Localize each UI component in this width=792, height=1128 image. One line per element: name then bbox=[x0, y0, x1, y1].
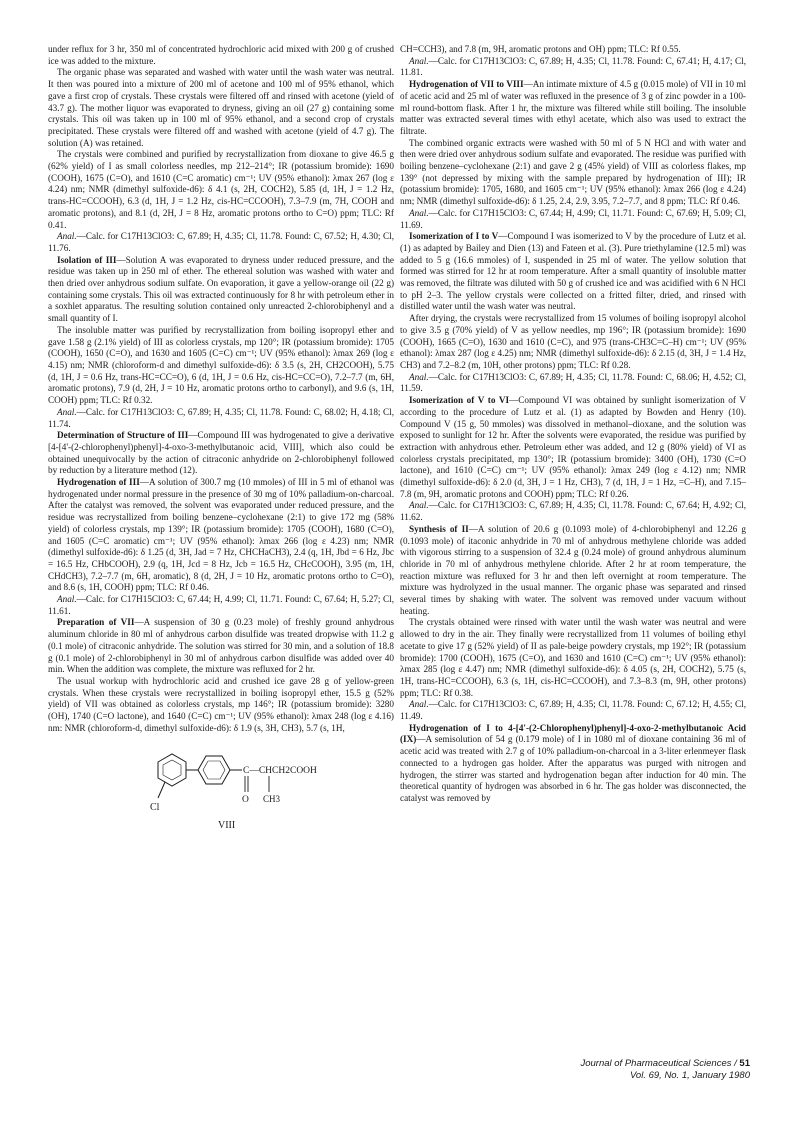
paragraph-heading: Anal. bbox=[409, 55, 429, 66]
paragraph bbox=[48, 325, 394, 407]
page-footer bbox=[560, 1058, 750, 1082]
paragraph bbox=[400, 138, 746, 208]
paragraph bbox=[400, 723, 746, 805]
paragraph bbox=[400, 617, 746, 699]
paragraph bbox=[400, 395, 746, 500]
paragraph-text: —Solution A was evaporated to dryness under reduced pressure, and the residue was taken up in 250 ml of ether. The ethereal solution was washed with water and then dried over anhydrous sodium sulfate. On evaporation, it gave a yellow-orange oil (22 g) containing some crystals. This oil was extracted continuously for 8 hr with petroleum ether in a soxhlet apparatus. The resulting solution contained only unreacted 2-chlorobiphenyl and a small quantity of I. bbox=[48, 254, 394, 324]
paragraph-heading: Preparation of VII bbox=[57, 617, 135, 628]
paragraph-text: —Calc. for C17H13ClO3: C, 67.89; H, 4.35; Cl, 11.78. Found: C, 67.12; H, 4.55; Cl, 11.49. bbox=[400, 699, 746, 722]
paragraph-text: —A solution of 20.6 g (0.1093 mole) of 4-chlorobiphenyl and 12.26 g (0.1093 mole) of itaconic anhydride in 70 ml of anhydrous methylene chloride was added with vigorous stirring to a suspension of 32.4 g (0.24 mole) of ground anhydrous aluminum chloride in 70 ml of anhydrous methylene chloride. After 2 hr at room temperature, the reaction mixture was refluxed for 3 hr and then left overnight at room temperature. The mixture was hydrolyzed in the usual manner. The organic phase was separated and rinsed several times by shaking with water. The solvent was removed under vacuum without heating. bbox=[400, 523, 746, 616]
paragraph bbox=[400, 372, 746, 395]
paragraph-heading: Hydrogenation of VII to VIII bbox=[409, 79, 524, 90]
paragraph-text: The crystals obtained were rinsed with water until the wash water was neutral and were allowed to dry in the air. They finally were recrystallized from 11 volumes of boiling ethyl acetate to give 17 g (52% yield) of II as pale-beige powdery crystals, mp 192°; IR (potassium bromide): 1700 (COOH), 1675 (C=O), and 1630 and 1610 (C=C) cm⁻¹; UV (95% ethanol): λmax 285 (log ε 4.47) nm; NMR (dimethyl sulfoxide-d6): δ 4.05 (s, 2H, COCH2), 5.75 (s, 1H, trans-HC=CCOOH), 6.3 (s, 1H, cis-HC=CCOOH), and 7.3–8.3 (m, 9H, other protons) ppm; TLC: Rf 0.38. bbox=[400, 617, 746, 698]
footer-journal-line bbox=[560, 1058, 750, 1070]
paragraph-heading: Anal. bbox=[57, 406, 77, 417]
phenyl-ring-2-inner bbox=[203, 761, 225, 779]
paragraph bbox=[400, 231, 746, 313]
paragraph bbox=[48, 594, 394, 617]
paragraph bbox=[48, 430, 394, 477]
paragraph-heading: Hydrogenation of I to 4-[4'-(2-Chlorophenyl)phenyl]-4-oxo-2-methylbutanoic Acid (IX) bbox=[400, 722, 746, 745]
paragraph bbox=[400, 699, 746, 722]
paragraph-heading: Determination of Structure of III bbox=[57, 430, 189, 441]
compound-label: VIII bbox=[218, 820, 236, 832]
paragraph-text: —An intimate mixture of 4.5 g (0.015 mole) of VII in 10 ml of acetic acid and 25 ml of water was refluxed in the presence of 3 g of zinc powder in a 100-ml round-bottom flask. After 1 hr, the mixture was filtered while still boiling. The insoluble matter was extracted several times with ethyl acetate, which also was used to extract the filtrate. bbox=[400, 79, 746, 136]
paragraph bbox=[48, 255, 394, 325]
paragraph-heading: Isolation of III bbox=[57, 254, 117, 265]
left-column bbox=[48, 44, 394, 840]
paragraph-heading: Hydrogenation of III bbox=[57, 477, 140, 488]
right-column bbox=[400, 44, 746, 805]
paragraph bbox=[400, 524, 746, 618]
paragraph bbox=[48, 477, 394, 594]
chlorine-label: Cl bbox=[150, 802, 160, 814]
paragraph-heading: Isomerization of V to VI bbox=[409, 395, 510, 406]
paragraph bbox=[48, 44, 394, 67]
paragraph-text: —A solution of 300.7 mg (10 mmoles) of III in 5 ml of ethanol was hydrogenated under normal pressure in the presence of 30 mg of 10% palladium-on-charcoal. After the catalyst was removed, the solvent was evaporated under reduced pressure, and the residue was recrystallized from boiling benzene–cyclohexane (2:1) to give 172 mg (58% yield) of colorless crystals, mp 139°; IR (potassium bromide): 1705 (COOH), 1680 (C=O), and 1605 (C=C aromatic) cm⁻¹; UV (95% ethanol): λmax 266 (log ε 4.23) nm; NMR (dimethyl sulfoxide-d6): δ 1.25 (d, 3H, Jad = 7 Hz, CHCHaCH3), 2.4 (q, 1H, Jbd = 6 Hz, Jbc = 16.5 Hz, CHbCOOH), 2.9 (q, 1H, Jcd = 8 Hz, Jcb = 16.5 Hz, CHcCOOH), 3.95 (m, 1H, CHdCH3), 7.2–7.7 (m, 6H, aromatic), 8 (d, 2H, J = 10 Hz, aromatic protons ortho to C=O), and 8.6 (s, 1H, COOH) ppm; TLC: Rf 0.46. bbox=[48, 477, 394, 593]
paragraph-heading: Anal. bbox=[409, 500, 429, 511]
left-paragraphs bbox=[48, 44, 394, 734]
paragraph-text: —Calc. for C17H13ClO3: C, 67.89; H, 4.35; Cl, 11.78. Found: C, 68.06; H, 4.52; Cl, 11.59. bbox=[400, 371, 746, 394]
paragraph bbox=[400, 208, 746, 231]
paragraph bbox=[400, 500, 746, 523]
paragraph-heading: Anal. bbox=[409, 699, 429, 710]
paragraph-heading: Anal. bbox=[409, 371, 429, 382]
paragraph-text: —A suspension of 30 g (0.23 mole) of freshly ground anhydrous aluminum chloride in 80 ml of anhydrous carbon disulfide was treated dropwise with 11.2 g (0.1 mole) of citraconic anhydride. The solution was stirred for 30 min, and a solution of 18.8 g (0.1 mole) of 2-chlorobiphenyl in 30 ml of anhydrous carbon disulfide was added over 40 min. When the addition was complete, the mixture was refluxed for 2 hr. bbox=[48, 617, 394, 675]
oxygen-label: O bbox=[242, 795, 249, 806]
paragraph-heading: Isomerization of I to V bbox=[409, 231, 499, 242]
paragraph bbox=[48, 149, 394, 231]
paragraph bbox=[48, 67, 394, 149]
paragraph-text: The combined organic extracts were washed with 50 ml of 5 N HCl and with water and then were dried over anhydrous sodium sulfate and evaporated. The residue was purified with boiling benzene–cyclohexane (2:1) and gave 2 g (45% yield) of VIII as colorless flakes, mp 139° (not depressed by mixing with the sample prepared by hydrogenation of III); IR (potassium bromide): 1705, 1680, and 1605 cm⁻¹; UV (95% ethanol): λmax 266 (log ε 4.24) nm; NMR (dimethyl sulfoxide-d6): δ 1.25, 2.4, 2.9, 3.95, 7.2–7.7, and 8 ppm; TLC: Rf 0.46. bbox=[400, 137, 746, 207]
paragraph-text: After drying, the crystals were recrystallized from 15 volumes of boiling isopropyl alcohol to give 3.5 g (70% yield) of V as yellow needles, mp 196°; IR (potassium bromide): 1690 (COOH), 1665 (C=O), 1630 and 1610 (C=C), and 975 (trans-CH3C=C–H) cm⁻¹; UV (95% ethanol): λmax 287 (log ε 4.25) nm; NMR (dimethyl sulfoxide-d6): δ 2.15 (d, 3H, J = 1.4 Hz, CH3) and 7.2–8.2 (m, 10H, other protons) ppm; TLC: Rf 0.28. bbox=[400, 313, 746, 370]
paragraph-text: CH=CCH3), and 7.8 (m, 9H, aromatic protons and OH) ppm; TLC: Rf 0.55. bbox=[400, 44, 681, 54]
paragraph-heading: Synthesis of II bbox=[409, 523, 469, 534]
chloro-bond bbox=[158, 782, 165, 798]
methyl-label: CH3 bbox=[263, 794, 281, 805]
paragraph bbox=[400, 56, 746, 79]
journal-name: Journal of Pharmaceutical Sciences / bbox=[580, 1058, 737, 1069]
paragraph bbox=[48, 407, 394, 430]
paragraph-text: The crystals were combined and purified by recrystallization from dioxane to give 46.5 g (62% yield) of I as small colorless needles, mp 212–214°; IR (potassium bromide): 1690 (COOH), 1675 (C=O), and 1610 (C=C aromatic) cm⁻¹; UV (95% ethanol): λmax 267 (log ε 4.24) nm; NMR (dimethyl sulfoxide-d6): δ 4.1 (s, 2H, COCH2), 5.85 (d, 1H, J = 1.2 Hz, trans-HC=CCOOH), 6.3 (d, 1H, J = 1.2 Hz, cis-HC=CCOOH), 7.3–7.9 (m, 7H, COOH and aromatic protons), and 8.1 (d, 2H, J = 8 Hz, aromatic protons ortho to C=O) ppm; TLC: Rf 0.41. bbox=[48, 149, 394, 230]
paragraph bbox=[48, 676, 394, 735]
paragraph-text: —Calc. for C17H15ClO3: C, 67.44; H, 4.99; Cl, 11.71. Found: C, 67.64; H, 5.27; Cl, 11.61. bbox=[48, 594, 394, 616]
paragraph-text: —Compound VI was obtained by sunlight isomerization of V according to the procedure of Lutz et al. (1) as adapted by Bowden and Henry (10). Compound V (15 g, 50 mmoles) was dissolved in methanol–dioxane, and the solution was exposed to sunlight for 12 hr. After the solvents were evaporated, the residue was purified by extraction with anhydrous ether. Petroleum ether was added, and 12 g (80% yield) of VI as colorless crystals precipitated, mp 130°; IR (potassium bromide): 3400 (OH), 1730 (C=O lactone), and 1610 (C=C) cm⁻¹; UV (95% ethanol): λmax 249 (log ε 4.12) nm; NMR (dimethyl sulfoxide-d6): δ 2.0 (d, 3H, J = 1 Hz, CH3), 7 (d, 1H, J = 1 Hz, =C–H), and 7.15–7.8 (m, 9H, aromatic protons and COOH) ppm; TLC: Rf 0.26. bbox=[400, 395, 746, 499]
paragraph-text: —A semisolution of 54 g (0.179 mole) of I in 1080 ml of dioxane containing 36 ml of acetic acid was treated with 2.7 g of 10% palladium-on-charcoal in a 3-liter erlenmeyer flask connected to a hydrogen gas holder. After the apparatus was purged with nitrogen and hydrogen, the stirrer was started and hydrogenation began after induction for 40 min. The theoretical quantity of hydrogen was absorbed in 6 hr. The gas holder was disconnected, the catalyst was removed by bbox=[400, 734, 746, 803]
side-chain-label: C—CHCH2COOH bbox=[243, 766, 317, 777]
paragraph-text: —Calc. for C17H13ClO3: C, 67.89; H, 4.35; Cl, 11.78. Found: C, 67.64; H, 4.92; Cl, 11.62. bbox=[400, 500, 746, 523]
page-number: 51 bbox=[739, 1058, 750, 1069]
paragraph-text: —Compound I was isomerized to V by the procedure of Lutz et al. (1) as adapted by Bailey and Dien (13) and Fateen et al. (3). Pure triethylamine (12.5 ml) was added to 5 g (16.6 mmoles) of I, suspended in 25 ml of water. The yellow solution that formed was stirred for 12 hr at room temperature. After a small quantity of insoluble matter was removed, the filtrate was diluted with 50 g of crushed ice and was acidified with 6 N HCl to pH 2–3. The yellow crystals were collected on a fritted filter, dried, and rinsed with distilled water until the wash water was neutral. bbox=[400, 231, 746, 312]
paragraph bbox=[48, 231, 394, 254]
paragraph-text: The insoluble matter was purified by recrystallization from boiling isopropyl ether and gave 1.58 g (2.1% yield) of III as colorless crystals, mp 120°; IR (potassium bromide): 1705 (COOH), 1650 (C=O), and 1630 and 1605 (C=C) cm⁻¹; UV (95% ethanol): λmax 269 (log ε 4.15) nm; NMR (chloroform-d and dimethyl sulfoxide-d6): δ 3.5 (s, 2H, CH2COOH), 5.75 (d, 1H, J = 0.6 Hz, trans-HC=CC=O), 6 (d, 1H, J = 0.6 Hz, cis-HC=CC=O), 7.2–7.7 (m, 6H, aromatic protons), 7.9 (d, 2H, J = 10 Hz, aromatic protons ortho to carbonyl), and 9.6 (s, 1H, COOH) ppm; TLC: Rf 0.32. bbox=[48, 324, 394, 406]
paragraph-heading: Anal. bbox=[57, 594, 77, 605]
paragraph-text: —Calc. for C17H13ClO3: C, 67.89; H, 4.35; Cl, 11.78. Found: C, 68.02; H, 4.18; Cl, 11.74. bbox=[48, 406, 394, 429]
right-paragraphs bbox=[400, 44, 746, 805]
paragraph-text: The usual workup with hydrochloric acid and crushed ice gave 28 g of yellow-green crystals. When these crystals were recrystallized in boiling isopropyl ether, 15.5 g (52% yield) of VII was obtained as colorless crystals, mp 146°; IR (potassium bromide): 3280 (OH), 1740 (C=O lactone), and 1640 (C=C) cm⁻¹; UV (95% ethanol): λmax 248 (log ε 4.16) nm: NMR (chloroform-d, dimethyl sulfoxide-d6): δ 1.9 (s, 3H, CH3), 5.7 (s, 1H, bbox=[48, 675, 394, 733]
paragraph-text: —Calc. for C17H15ClO3: C, 67.44; H, 4.99; Cl, 11.71. Found: C, 67.69; H, 5.09; Cl, 11.69. bbox=[400, 207, 746, 230]
paragraph bbox=[400, 79, 746, 138]
paragraph-text: under reflux for 3 hr, 350 ml of concentrated hydrochloric acid mixed with 200 g of crushed ice was added to the mixture. bbox=[48, 44, 394, 66]
paragraph-text: —Calc. for C17H13ClO3: C, 67.89; H, 4.35; Cl, 11.78. Found: C, 67.41; H, 4.17; Cl, 11.81. bbox=[400, 55, 746, 78]
paragraph-text: —Compound III was hydrogenated to give a derivative [4-[4'-(2-chlorophenyl)phenyl]-4-oxo-3-methylbutanoic acid, VIII], which also could be obtained unequivocally by the action of citraconic anhydride on 2-chlorobiphenyl followed by reduction by a literature method (12). bbox=[48, 430, 394, 476]
paragraph-heading: Anal. bbox=[57, 231, 77, 242]
phenyl-ring-1-inner bbox=[163, 760, 181, 780]
paragraph bbox=[48, 617, 394, 676]
paragraph-heading: Anal. bbox=[409, 207, 429, 218]
chemical-structure-viii bbox=[138, 742, 348, 840]
structure-drawing bbox=[138, 742, 348, 840]
paragraph-text: The organic phase was separated and washed with water until the wash water was neutral. It then was poured into a mixture of 200 ml of acetone and 100 ml of 95% ethanol, which gave a first crop of crystals. These crystals were filtered off and rinsed with acetone (yield of 43.7 g). The mother liquor was evaporated to dryness, giving an oil (27 g) containing some crystals. This oil was taken up in 100 ml of 95% ethanol, and a second crop of crystals precipitated. These crystals were filtered off and washed with acetone (yield of 4.7 g). The solution (A) was retained. bbox=[48, 67, 394, 148]
paragraph-text: —Calc. for C17H13ClO3: C, 67.89; H, 4.35; Cl, 11.78. Found: C, 67.52; H, 4.30; Cl, 11.76. bbox=[48, 231, 394, 253]
paragraph bbox=[400, 313, 746, 372]
journal-issue: Vol. 69, No. 1, January 1980 bbox=[629, 1070, 750, 1081]
phenyl-ring-1 bbox=[158, 754, 186, 786]
paragraph bbox=[400, 44, 746, 56]
